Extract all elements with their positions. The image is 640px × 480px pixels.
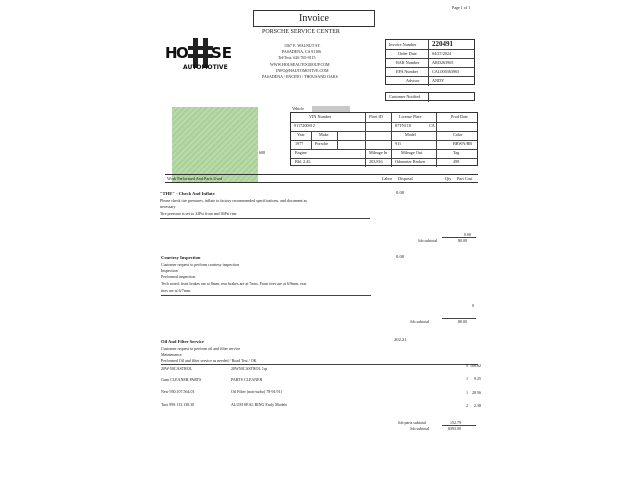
svg-text:AUTOMOTIVE: AUTOMOTIVE: [183, 64, 228, 71]
mileage-out-header: Mileage Out: [401, 150, 423, 155]
part-cost-col-header: Part Cost: [457, 176, 473, 181]
license-plate-header: License Plate: [399, 114, 422, 119]
make-value: Porsche: [315, 141, 329, 146]
invoice-title-box: [253, 10, 375, 27]
job-line: necessary: [160, 204, 176, 209]
address-line-6: PASADENA / ENCINO / THOUSAND OAKS: [262, 74, 338, 79]
prod-date-header: Prod Date: [451, 114, 468, 119]
customer-notified-box: [385, 92, 475, 101]
job-amount: 0.00: [464, 232, 471, 237]
address-line-4: WWW.HOUSEAUTOGROUP.COM: [270, 62, 330, 67]
logo-graphic: [163, 38, 245, 72]
vehicle-table: [290, 112, 478, 166]
part-cost: 100.62: [470, 363, 481, 368]
address-line-5: INFO@HAUTOMOTIVE.COM: [276, 68, 329, 73]
order-date-label: Order Date: [398, 51, 417, 56]
svg-text:O: O: [176, 44, 189, 62]
work-header-bar: [165, 174, 478, 183]
part-desc: ALUM SEAL RING Early Models: [231, 402, 288, 407]
job-title: Oil And Filter Service: [161, 339, 204, 344]
job-subtotal: $0.00: [458, 319, 467, 324]
address-line-3: Tel/Text: 626 765-9115: [278, 55, 316, 60]
fleet-id-header: Fleet ID: [369, 114, 383, 119]
job-subtotal: $393.00: [448, 426, 461, 431]
part-qty: 1: [466, 376, 468, 381]
engine-value: Bbl. 2.4L: [295, 159, 311, 164]
job-title: Courtesy Inspection: [161, 255, 201, 260]
job-line: Performed Oil and filter service as needed / Road Test / OK: [161, 358, 257, 363]
parts-subtotal: 152.79: [450, 420, 461, 425]
bar-number-value: ARD263965: [432, 60, 454, 65]
advisor-value: ANDY: [432, 78, 445, 83]
order-date-value: 04/27/2024: [432, 51, 452, 56]
part-desc: Oil Filter (non-turbo) 78-94 911: [231, 389, 283, 394]
mileage-in-header: Mileage In: [369, 150, 388, 155]
job-amount: 0: [472, 303, 474, 308]
bar-number-label: BAR Number: [396, 60, 420, 65]
vehicle-label: Vehicle: [292, 106, 304, 111]
redacted-customer-block: [172, 107, 258, 182]
service-center-name: PORSCHE SERVICE CENTER: [262, 29, 340, 35]
color-value: BRWN/BR: [453, 141, 473, 146]
svg-text:SE: SE: [211, 44, 233, 62]
address-line-2: PASADENA, CA 91106: [282, 49, 322, 54]
job-subtotal-label: Job subtotal: [418, 238, 438, 243]
advisor-label: Advisor: [406, 78, 420, 83]
license-plate-value: 87TN118: [395, 123, 411, 128]
job-title: "THE" - Check And Inflate: [160, 191, 215, 196]
job-subtotal: $0.00: [458, 238, 467, 243]
engine-header: Engine: [295, 150, 307, 155]
invoice-title: Invoice: [299, 13, 329, 24]
part-cost: 28.56: [472, 390, 481, 395]
part-desc: PARTS CLEANER: [231, 377, 263, 382]
job-line: Please check tire pressures, inflate to factory recommended specifications, and document as: [160, 198, 307, 203]
tag-header: Tag: [453, 150, 460, 155]
job-line: Performed inspection: [161, 274, 196, 279]
page-number: Page 1 of 1: [452, 5, 471, 10]
epa-number-label: EPA Number: [396, 69, 419, 74]
job-labor: 0.00: [396, 254, 405, 259]
part-qty: 1: [466, 390, 468, 395]
invoice-number-value: 220491: [432, 40, 453, 48]
epa-number-value: CAL000363965: [432, 69, 460, 74]
job-line: Customer request to perform oil and filter service: [161, 346, 241, 351]
color-header: Color: [453, 132, 463, 137]
part-qty: 2: [466, 403, 468, 408]
job-line: Inspection: [161, 268, 178, 273]
vehicle-side-note: 608: [259, 150, 265, 155]
job-subtotal-label: Job subtotal: [410, 426, 430, 431]
disposal-col-header: Disposal: [398, 176, 413, 181]
part-cost: 9.25: [474, 376, 481, 381]
year-value: 1977: [295, 141, 304, 146]
job-labor: 0.00: [396, 190, 405, 195]
invoice-info-table: [385, 39, 475, 85]
part-cost: 2.38: [474, 403, 481, 408]
part-code: 20W-50CASTROL: [161, 366, 193, 371]
license-state-value: CA: [429, 123, 435, 128]
job-check-and-inflate: [158, 192, 478, 252]
part-code: Tarx 999.113.138.30: [161, 402, 195, 407]
invoice-number-label: Invoice Number: [389, 42, 417, 47]
customer-notified-label: Customer Notified: [389, 94, 421, 99]
address-line-1: 1567 E. WALNUT ST.: [284, 43, 321, 48]
house-automotive-logo: [163, 38, 245, 72]
parts-subtotal-label: Job parts subtotal: [398, 420, 426, 425]
mileage-in-value: 203,816: [369, 159, 383, 164]
vin-value: 9117200812: [294, 123, 315, 128]
job-line: Customer request to perform courtesy inspection: [161, 262, 240, 267]
part-code: Gum CLEANER.PARTS: [161, 377, 202, 382]
job-oil-filter-service: [158, 336, 481, 476]
part-desc: 20W50CASTROL 1qt: [231, 366, 267, 371]
part-qty: 9: [466, 363, 468, 368]
job-line: tires are at 6/7mm.: [161, 288, 191, 293]
job-courtesy-inspection: [158, 256, 478, 330]
model-value: 911: [395, 141, 402, 146]
model-header: Model: [405, 132, 416, 137]
tag-value: 498: [453, 159, 460, 164]
job-line: Tech noted: front brakes are at 8mm, rear brakes are at 7mm. Front tires are at 6/9mm, rear: [161, 281, 307, 286]
part-code: New 930.107.564.01: [161, 389, 195, 394]
job-line: Tire pressure is set to 32Psi front and 36Psi rear.: [160, 211, 238, 216]
job-line: Maintenance: [161, 352, 182, 357]
qty-col-header: Qty: [445, 176, 452, 181]
mileage-out-value: Odometer Broken: [395, 159, 426, 164]
work-section-label: Work Performed And Parts Used: [167, 176, 223, 181]
vin-header: VIN Number: [309, 114, 332, 119]
labor-col-header: Labor: [382, 176, 392, 181]
make-header: Make: [319, 132, 329, 137]
year-header: Year: [297, 132, 305, 137]
job-subtotal-label: Job subtotal: [410, 319, 430, 324]
job-labor: 202.21: [394, 337, 407, 342]
svg-text:H: H: [165, 44, 178, 62]
